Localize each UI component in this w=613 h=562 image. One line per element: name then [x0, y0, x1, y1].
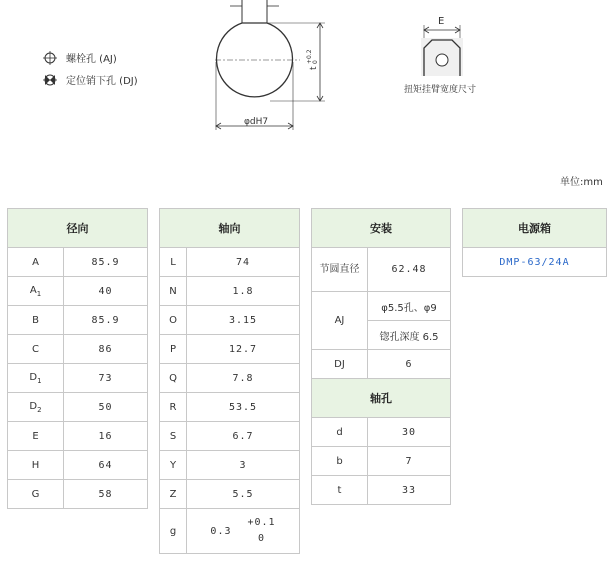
radial-key: G [8, 480, 64, 509]
shaft-value: 33 [368, 476, 451, 505]
table-row [312, 447, 451, 476]
shaft-value: 30 [368, 418, 451, 447]
table-row [160, 277, 300, 306]
g-tolerance-lower: 0 [258, 533, 266, 544]
table-row [160, 509, 300, 554]
radial-value: 16 [64, 422, 148, 451]
axial-key: O [160, 306, 187, 335]
table-row [160, 451, 300, 480]
pcd-value: 62.48 [368, 248, 451, 292]
dowel-hole-legend-text: 定位销下孔 (DJ) [66, 76, 138, 87]
table-row [160, 248, 300, 277]
axial-value: 6.7 [187, 422, 300, 451]
table-row [8, 364, 148, 393]
radial-value: 64 [64, 451, 148, 480]
axial-key: P [160, 335, 187, 364]
axial-key: R [160, 393, 187, 422]
table-row [463, 248, 607, 277]
radial-key: $A_1$ [8, 277, 64, 306]
axial-key: L [160, 248, 187, 277]
radial-table-title: 径向 [8, 209, 148, 248]
table-row [8, 422, 148, 451]
t-tolerance-lower: 0 [312, 60, 319, 64]
radial-value: 50 [64, 393, 148, 422]
bolt-hole-symbol-icon [43, 51, 57, 65]
mount-table [311, 208, 451, 505]
table-row [8, 306, 148, 335]
radial-value: 40 [64, 277, 148, 306]
torque-arm-caption: 扭矩挂臂宽度尺寸 [404, 85, 477, 95]
table-row [160, 480, 300, 509]
shaft-key: t [312, 476, 368, 505]
radial-key: $D_1$ [8, 364, 64, 393]
radial-value: 58 [64, 480, 148, 509]
axial-key: g [160, 509, 187, 554]
t-tolerance-upper: +0.2 [306, 49, 313, 64]
shaft-value: 7 [368, 447, 451, 476]
table-row [160, 335, 300, 364]
axial-value: 1.8 [187, 277, 300, 306]
power-box-title: 电源箱 [463, 209, 607, 248]
radial-key: C [8, 335, 64, 364]
radial-key: B [8, 306, 64, 335]
table-row [8, 451, 148, 480]
dj-value: 6 [368, 350, 451, 379]
radial-key: A [8, 248, 64, 277]
table-row [312, 350, 451, 379]
power-box-model-link[interactable]: DMP-63/24A [463, 248, 607, 277]
table-row [312, 476, 451, 505]
axial-value: 3 [187, 451, 300, 480]
axial-table [159, 208, 300, 554]
shaft-key: b [312, 447, 368, 476]
g-base-value: 0.3 [210, 525, 232, 537]
g-tolerance-upper: +0.1 [247, 517, 276, 528]
axial-key: Q [160, 364, 187, 393]
aj-value-line2: 锪孔深度 6.5 [368, 321, 451, 350]
power-box-table [462, 208, 607, 277]
axial-key: S [160, 422, 187, 451]
table-row [160, 306, 300, 335]
unit-label: 单位:mm [560, 177, 603, 188]
axial-value: 74 [187, 248, 300, 277]
axial-g-value [187, 509, 300, 554]
axial-value: 53.5 [187, 393, 300, 422]
table-row [160, 364, 300, 393]
radial-value: 85.9 [64, 306, 148, 335]
mount-table-title: 安装 [312, 209, 451, 248]
radial-key: $D_2$ [8, 393, 64, 422]
radial-key: E [8, 422, 64, 451]
radial-key: H [8, 451, 64, 480]
phi-d-label: φdH7 [244, 117, 269, 127]
dj-label: DJ [312, 350, 368, 379]
e-dimension-label: E [438, 16, 445, 27]
radial-table [7, 208, 148, 509]
t-dimension-label: t [309, 66, 319, 70]
radial-value: 86 [64, 335, 148, 364]
pcd-label: 节圆直径 [312, 248, 368, 292]
aj-value-line1: φ5.5孔、φ9 [368, 292, 451, 321]
table-row [8, 480, 148, 509]
table-row [8, 335, 148, 364]
axial-value: 5.5 [187, 480, 300, 509]
axial-key: Y [160, 451, 187, 480]
axial-value: 7.8 [187, 364, 300, 393]
axial-value: 12.7 [187, 335, 300, 364]
table-row [312, 418, 451, 447]
bolt-hole-legend-text: 螺栓孔 (AJ) [66, 54, 117, 65]
aj-label: AJ [312, 292, 368, 350]
table-row [312, 292, 451, 321]
radial-value: 73 [64, 364, 148, 393]
axial-table-title: 轴向 [160, 209, 300, 248]
table-row [312, 248, 451, 292]
torque-arm-drawing [421, 25, 463, 76]
dimension-diagram [0, 0, 613, 150]
radial-value: 85.9 [64, 248, 148, 277]
table-row [8, 393, 148, 422]
shaft-key: d [312, 418, 368, 447]
table-row [160, 422, 300, 451]
shaft-hole-table-title: 轴孔 [312, 379, 451, 418]
axial-key: N [160, 277, 187, 306]
table-row [160, 393, 300, 422]
axial-key: Z [160, 480, 187, 509]
shaft-hole-drawing [215, 0, 325, 130]
dowel-hole-symbol-icon [43, 75, 57, 85]
table-row [8, 248, 148, 277]
table-row [8, 277, 148, 306]
axial-value: 3.15 [187, 306, 300, 335]
